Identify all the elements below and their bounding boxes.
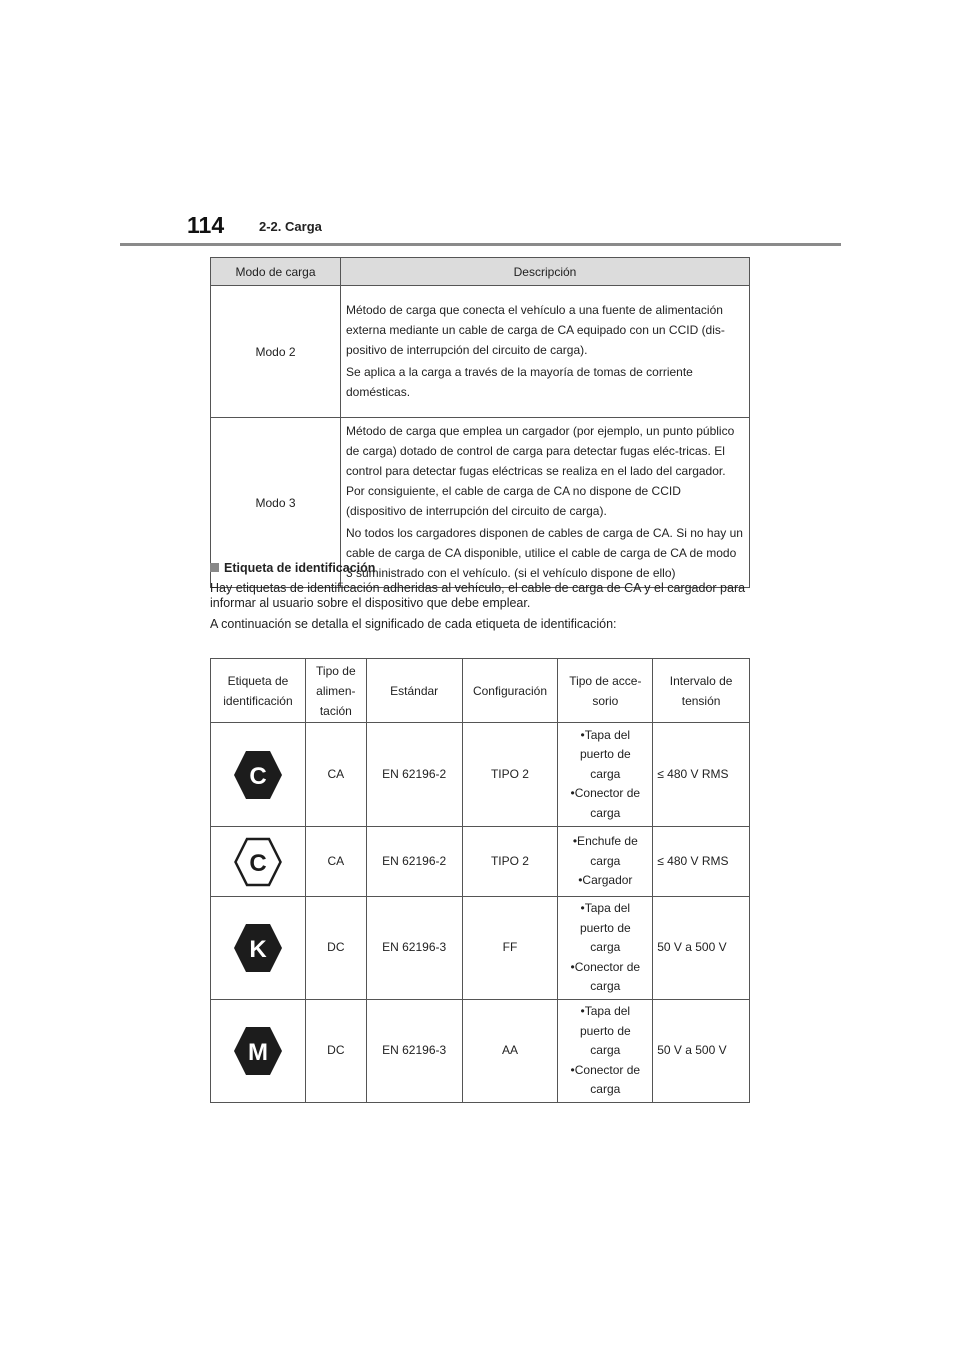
page-number: 114 <box>187 212 225 238</box>
table-header-row <box>211 659 750 723</box>
column-header: Descripción <box>341 258 750 286</box>
description-cell <box>341 286 750 418</box>
badge-letter: C <box>249 762 267 790</box>
subheading-text: Etiqueta de identificación <box>224 561 376 575</box>
configuration-cell: FF <box>462 897 558 1000</box>
standard-cell: EN 62196-3 <box>366 1000 462 1103</box>
supply-type-cell: CA <box>305 723 366 827</box>
mode-cell: Modo 3 <box>211 418 341 588</box>
accessory-cell <box>558 723 653 827</box>
table-row <box>211 286 750 418</box>
column-header: Tipo de acce- sorio <box>558 659 653 723</box>
accessory-line: •Tapa del <box>580 1004 631 1019</box>
intro-paragraph: Hay etiquetas de identificación adheridas al vehículo, el cable de carga de CA y el cargador para informar al usuario sobre el dispositivo que debe emplear. <box>210 581 746 610</box>
column-header: Intervalo de tensión <box>653 659 750 723</box>
configuration-cell: AA <box>462 1000 558 1103</box>
configuration-cell: TIPO 2 <box>462 723 558 827</box>
voltage-cell: 50 V a 500 V <box>653 1000 750 1103</box>
accessory-line: •Tapa del <box>580 901 631 916</box>
header-divider <box>120 243 841 246</box>
identification-label-table <box>210 658 750 1103</box>
description-paragraph: Método de carga que conecta el vehículo a una fuente de alimentación externa mediante un cable de carga de CA equipado con un CCID (dis-positivo de interrupción del circuito de carga). <box>346 303 725 357</box>
accessory-cell <box>558 827 653 897</box>
square-bullet-icon <box>210 563 219 572</box>
standard-cell: EN 62196-2 <box>366 723 462 827</box>
voltage-cell: 50 V a 500 V <box>653 897 750 1000</box>
hexagon-k-icon <box>232 922 284 974</box>
label-badge-cell <box>211 1000 306 1103</box>
accessory-line: puerto de <box>579 920 631 935</box>
table-row <box>211 1000 750 1103</box>
column-header: Estándar <box>366 659 462 723</box>
accessory-line: carga <box>590 805 621 820</box>
description-paragraph: No todos los cargadores disponen de cables de carga de CA. Si no hay un cable de carga de CA disponible, utilice el cable de carga de CA de modo 3 suministrado con el vehículo. (si el vehículo dispone de ello) <box>346 526 743 580</box>
accessory-line: •Conector de <box>570 959 641 974</box>
table-header-row <box>211 258 750 286</box>
accessory-line: carga <box>590 1082 621 1097</box>
accessory-line: carga <box>590 979 621 994</box>
standard-cell: EN 62196-2 <box>366 827 462 897</box>
table-row <box>211 897 750 1000</box>
column-header: Configuración <box>462 659 558 723</box>
accessory-line: •Conector de <box>570 1062 641 1077</box>
mode-cell: Modo 2 <box>211 286 341 418</box>
description-paragraph: Método de carga que emplea un cargador (por ejemplo, un punto público de carga) dotado de control de carga para detectar fugas eléc-tricas. El control para detectar fugas eléctricas se realiza en el lado del cargador. Por consiguiente, el cable de carga de CA no dispone de CCID (dispositivo de interrupción del circuito de carga). <box>346 424 735 518</box>
table-row <box>211 827 750 897</box>
accessory-cell <box>558 897 653 1000</box>
column-header: Etiqueta de identificación <box>211 659 306 723</box>
badge-letter: K <box>249 936 267 963</box>
voltage-cell: ≤ 480 V RMS <box>653 827 750 897</box>
table-row <box>211 723 750 827</box>
description-cell <box>341 418 750 588</box>
badge-letter: C <box>249 849 267 877</box>
section-title: 2-2. Carga <box>259 219 322 234</box>
label-badge-cell <box>211 723 306 827</box>
accessory-line: •Enchufe de <box>572 834 638 849</box>
hexagon-c-icon <box>232 836 284 888</box>
accessory-line: puerto de <box>579 747 631 762</box>
standard-cell: EN 62196-3 <box>366 897 462 1000</box>
accessory-line: •Conector de <box>570 786 641 801</box>
accessory-line: carga <box>590 940 621 955</box>
label-badge-cell <box>211 827 306 897</box>
supply-type-cell: CA <box>305 827 366 897</box>
voltage-cell: ≤ 480 V RMS <box>653 723 750 827</box>
subheading <box>210 561 375 575</box>
accessory-line: •Cargador <box>578 873 633 888</box>
charging-mode-table <box>210 257 750 588</box>
accessory-line: carga <box>590 1043 621 1058</box>
column-header: Modo de carga <box>211 258 341 286</box>
accessory-line: carga <box>590 766 621 781</box>
intro-paragraph: A continuación se detalla el significado de cada etiqueta de identificación: <box>210 617 617 631</box>
hexagon-c-icon <box>232 749 284 801</box>
accessory-line: puerto de <box>579 1023 631 1038</box>
label-badge-cell <box>211 897 306 1000</box>
accessory-cell <box>558 1000 653 1103</box>
accessory-line: carga <box>590 853 621 868</box>
column-header: Tipo de alimen- tación <box>305 659 366 723</box>
supply-type-cell: DC <box>305 1000 366 1103</box>
configuration-cell: TIPO 2 <box>462 827 558 897</box>
badge-letter: M <box>247 1039 268 1066</box>
supply-type-cell: DC <box>305 897 366 1000</box>
hexagon-m-icon <box>232 1025 284 1077</box>
accessory-line: •Tapa del <box>580 727 631 742</box>
description-paragraph: Se aplica a la carga a través de la mayoría de tomas de corriente domésticas. <box>346 365 693 399</box>
